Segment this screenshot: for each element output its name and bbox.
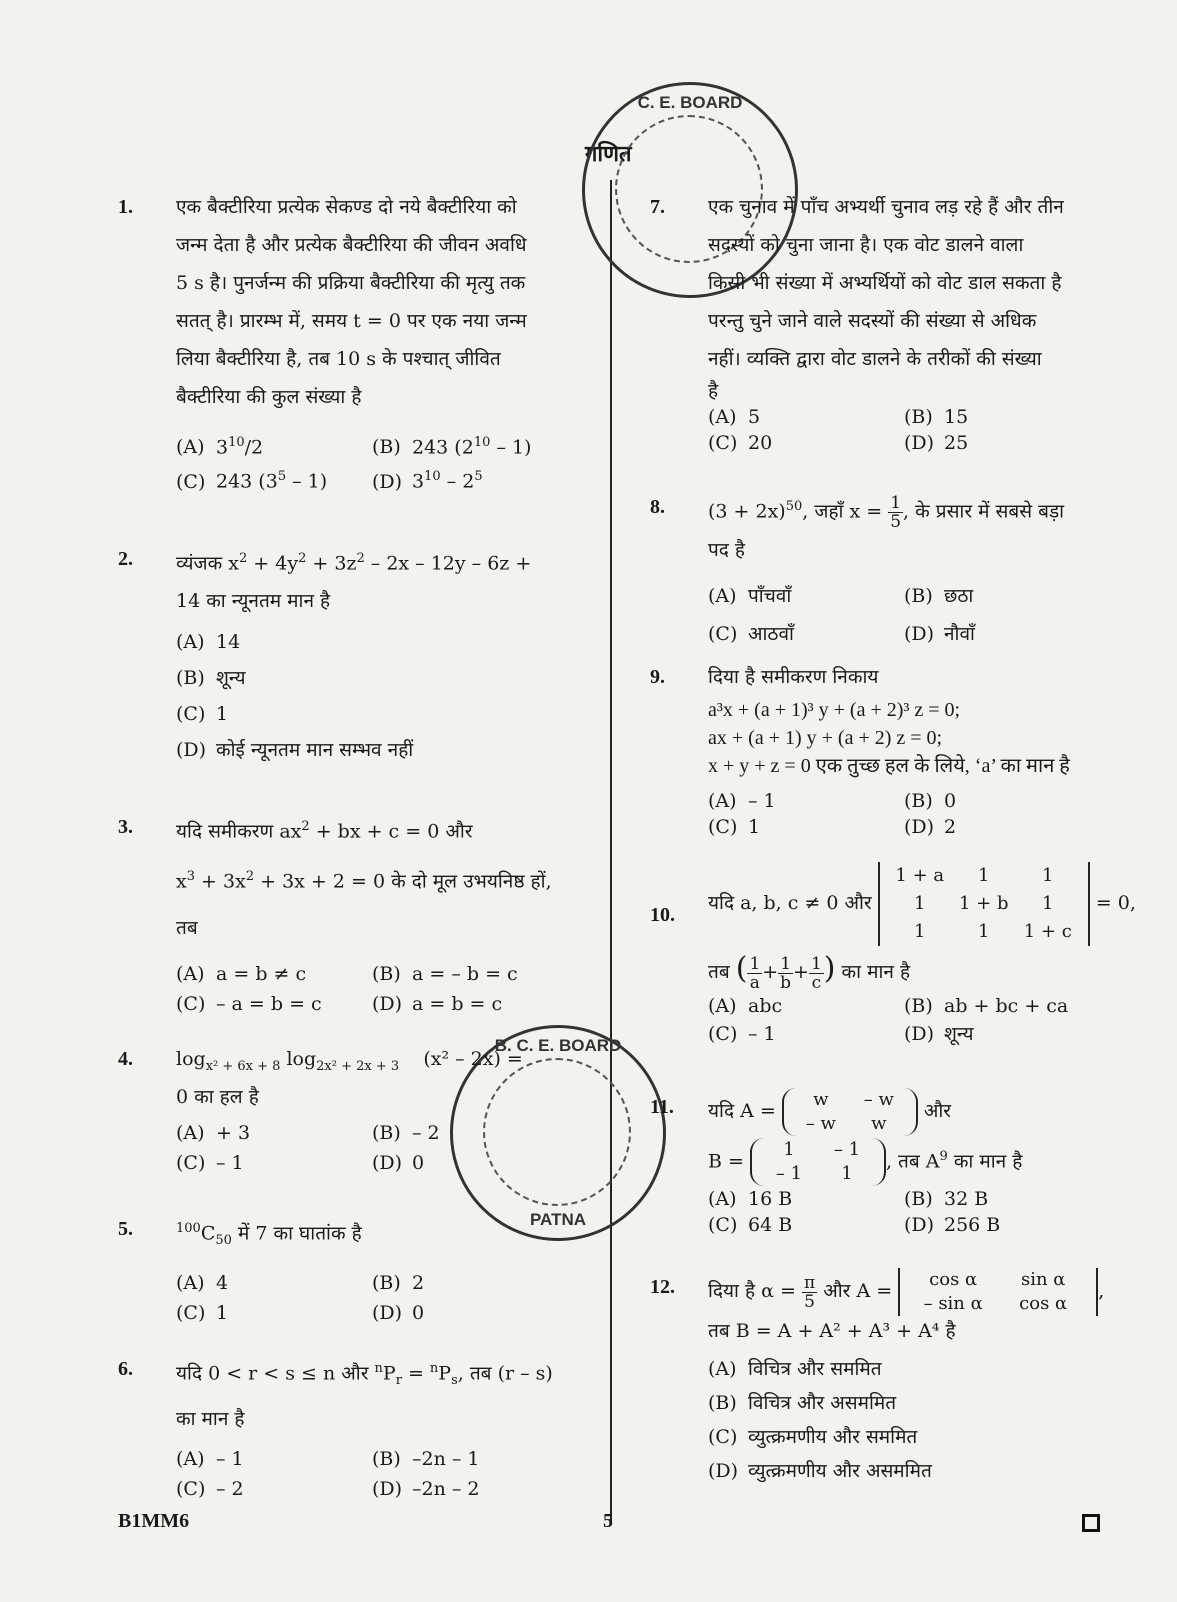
options [708, 404, 1120, 456]
option-d: (D) कोई न्यूनतम मान सम्भव नहीं [176, 739, 414, 762]
question-number: 9. [650, 666, 665, 688]
question-2 [118, 540, 578, 768]
option-c: (C) व्युत्क्रमणीय और सममित [708, 1426, 918, 1448]
question-number: 7. [650, 196, 665, 218]
fraction: $\frac{1}{5}$ [890, 492, 902, 532]
question-line: का मान है [176, 1408, 245, 1431]
option-c: (C) 1 [708, 816, 761, 838]
options [708, 1352, 1120, 1488]
option-b: (B) 2 [372, 1272, 425, 1295]
fraction: $\frac{1}{b}$ [780, 953, 792, 993]
question-line: यदि A = w – w – w w और [708, 1089, 952, 1134]
option-d: (D) a = b = c [372, 992, 503, 1015]
question-8 [650, 488, 1120, 653]
question-line: सतत् है। प्रारम्भ में, समय t = 0 पर एक नया जन्म [176, 310, 527, 332]
options [708, 992, 1120, 1048]
options [176, 428, 578, 497]
square-mark-icon [1082, 1514, 1100, 1532]
option-b: (B) 0 [904, 790, 957, 812]
question-line: एक बैक्टीरिया प्रत्येक सेकण्ड दो नये बैक्टीरिया को [176, 196, 517, 218]
question-line: नहीं। व्यक्ति द्वारा वोट डालने के तरीकों की संख्या [708, 348, 1042, 370]
page-title: गणित [585, 141, 632, 167]
question-number: 11. [650, 1096, 674, 1118]
options [708, 577, 1120, 653]
option-b: (B) शून्य [176, 667, 246, 690]
option-a: (A) पाँचवाँ [708, 584, 792, 607]
question-line: यदि a, b, c ≠ 0 और 1 + a 1 1 1 1 + b 1 1 1 1 + c = 0, [708, 862, 1120, 946]
option-d: (D) 256 B [904, 1214, 1001, 1237]
question-line: परन्तु चुने जाने वाले सदस्यों की संख्या से अधिक [708, 310, 1037, 332]
options [176, 624, 578, 768]
stamp-text-top: C. E. BOARD [637, 93, 743, 112]
question-line: यदि समीकरण $ax^2$ + bx + c = 0 और [176, 819, 473, 843]
option-a: (A) a = b ≠ c [176, 962, 307, 985]
options [176, 1268, 578, 1328]
question-line: दिया है समीकरण निकाय [708, 666, 879, 688]
question-line: लिया बैक्टीरिया है, तब 10 s के पश्चात् जीवित [176, 348, 501, 370]
fraction: $\frac{\pi}{5}$ [803, 1272, 816, 1312]
question-line: तब ( $\frac{1}{a}$ + $\frac{1}{b}$ + $\frac{1}{c}$ ) का मान है [708, 951, 911, 993]
question-4 [118, 1040, 578, 1178]
option-d: (D) शून्य [904, 1022, 974, 1045]
option-d: (D) 0 [372, 1151, 425, 1174]
question-number: 3. [118, 816, 133, 838]
question-1 [118, 188, 578, 497]
options [176, 1444, 578, 1504]
question-line: तब [176, 916, 198, 939]
booklet-code: B1MM6 [118, 1510, 190, 1532]
option-a: (A) 16 B [708, 1188, 793, 1211]
equation-1: a³x + (a + 1)³ y + (a + 2)³ z = 0; [708, 699, 961, 721]
fraction: $\frac{1}{c}$ [810, 953, 822, 993]
question-line: 14 का न्यूनतम मान है [176, 590, 331, 613]
option-b: (B) छठा [904, 584, 974, 607]
question-11 [650, 1088, 1120, 1238]
option-c: (C) 1 [176, 703, 229, 726]
option-c: (C) – 2 [176, 1478, 244, 1501]
question-line: किसी भी संख्या में अभ्यर्थियों को वोट डाल सकता है [708, 272, 1062, 294]
column-divider [610, 180, 612, 1525]
option-d: (D) $3^{10} - 2^5$ [372, 469, 483, 493]
question-line: सदस्यों को चुना जाना है। एक वोट डालने वाला [708, 234, 1024, 256]
stamp-text-top: B. C. E. BOARD [494, 1036, 622, 1055]
option-d: (D) –2n – 2 [372, 1478, 480, 1501]
question-10 [650, 862, 1136, 1048]
question-line: $^{100}C_{50}$ में 7 का घातांक है [176, 1221, 362, 1249]
option-a: (A) 4 [176, 1272, 229, 1295]
question-line: बैक्टीरिया की कुल संख्या है [176, 386, 362, 408]
option-a: (A) – 1 [176, 1448, 244, 1471]
question-line: जन्म देता है और प्रत्येक बैक्टीरिया की जीवन अवधि [176, 234, 527, 256]
option-c: (C) 20 [708, 432, 773, 454]
option-d: (D) व्युत्क्रमणीय और असममित [708, 1460, 932, 1482]
question-line: दिया है α = $\frac{\pi}{5}$ और A = cos α sin α – sin α cos α , [708, 1269, 1105, 1314]
question-line: $\log_{x^2 + 6x + 8} \log_{2x^2 + 2x + 3}$ (x² – 2x) = [176, 1048, 523, 1074]
option-c: (C) – a = b = c [176, 992, 322, 1015]
option-a: (A) विचित्र और सममित [708, 1358, 882, 1380]
question-number: 4. [118, 1048, 133, 1070]
matrix-a: cos α sin α – sin α cos α [898, 1268, 1098, 1316]
option-c: (C) 64 B [708, 1214, 793, 1237]
stamp-text-bottom: PATNA [529, 1210, 587, 1229]
option-b: (B) 15 [904, 406, 969, 428]
option-c: (C) आठवाँ [708, 622, 794, 645]
option-b: (B) ab + bc + ca [904, 994, 1069, 1017]
question-line: 5 s है। पुनर्जन्म की प्रक्रिया बैक्टीरिया की मृत्यु तक [176, 272, 526, 294]
option-c: (C) – 1 [708, 1022, 776, 1045]
options [708, 788, 1120, 840]
question-line: व्यंजक $x^2 + 4y^2 + 3z^2 - 2x - 12y - 6z$ + [176, 551, 532, 575]
question-line: 0 का हल है [176, 1085, 259, 1108]
determinant: 1 + a 1 1 1 1 + b 1 1 1 1 + c [878, 862, 1090, 946]
question-9 [650, 658, 1120, 840]
matrix-a: w – w – w w [782, 1088, 918, 1136]
option-c: (C) 243 $(3^5 - 1)$ [176, 469, 328, 493]
option-b: (B) 32 B [904, 1188, 989, 1211]
question-line: तब B = A + A² + A³ + A⁴ है [708, 1320, 956, 1342]
option-a: (A) abc [708, 994, 783, 1017]
question-number: 10. [650, 904, 675, 926]
options [708, 1186, 1120, 1238]
option-b: (B) –2n – 1 [372, 1448, 480, 1471]
option-a: (A) 14 [176, 631, 241, 654]
question-number: 5. [118, 1218, 133, 1240]
question-number: 12. [650, 1276, 675, 1298]
equation-2: ax + (a + 1) y + (a + 2) z = 0; [708, 727, 943, 749]
question-line: यदि 0 < r < s ≤ n और $^nP_r = ^nP_s$, तब (r – s) [176, 1361, 553, 1389]
options [176, 959, 578, 1019]
option-a: (A) + 3 [176, 1121, 251, 1144]
question-6 [118, 1350, 578, 1504]
options [176, 1118, 578, 1178]
option-b: (B) 243 $(2^{10} - 1)$ [372, 435, 532, 459]
question-line: $x^3 + 3x^2 + 3x + 2 = 0$ के दो मूल उभयनिष्ठ हों, [176, 869, 552, 893]
question-number: 8. [650, 496, 665, 518]
question-number: 6. [118, 1358, 133, 1380]
question-12 [650, 1268, 1120, 1488]
question-number: 2. [118, 548, 133, 570]
question-5 [118, 1210, 578, 1328]
question-line: B = 1 – 1 – 1 1 , तब $A^9$ का मान है [708, 1139, 1023, 1185]
option-d: (D) नौवाँ [904, 622, 975, 645]
equation-3: x + y + z = 0 एक तुच्छ हल के लिये, ‘a’ का मान है [708, 755, 1070, 777]
option-a: (A) $3^{10}/2$ [176, 435, 264, 459]
option-d: (D) 2 [904, 816, 957, 838]
question-number: 1. [118, 196, 133, 218]
option-c: (C) – 1 [176, 1151, 244, 1174]
option-c: (C) 1 [176, 1302, 229, 1325]
question-line: एक चुनाव में पाँच अभ्यर्थी चुनाव लड़ रहे हैं और तीन [708, 196, 1064, 218]
option-b: (B) a = – b = c [372, 962, 518, 985]
page-number: 5 [603, 1510, 613, 1532]
question-line: $(3 + 2x)^{50}$, जहाँ x = $\frac{1}{5}$ , के प्रसार में सबसे बड़ा [708, 492, 1065, 532]
option-d: (D) 0 [372, 1302, 425, 1325]
option-a: (A) 5 [708, 406, 761, 428]
question-line: है [708, 380, 719, 402]
question-3 [118, 808, 578, 1019]
question-7 [650, 188, 1120, 456]
fraction: $\frac{1}{a}$ [749, 953, 761, 993]
option-a: (A) – 1 [708, 790, 776, 812]
option-b: (B) – 2 [372, 1121, 440, 1144]
option-b: (B) विचित्र और असममित [708, 1392, 897, 1414]
question-line: पद है [708, 538, 746, 561]
option-d: (D) 25 [904, 432, 969, 454]
matrix-b: 1 – 1 – 1 1 [750, 1138, 886, 1186]
